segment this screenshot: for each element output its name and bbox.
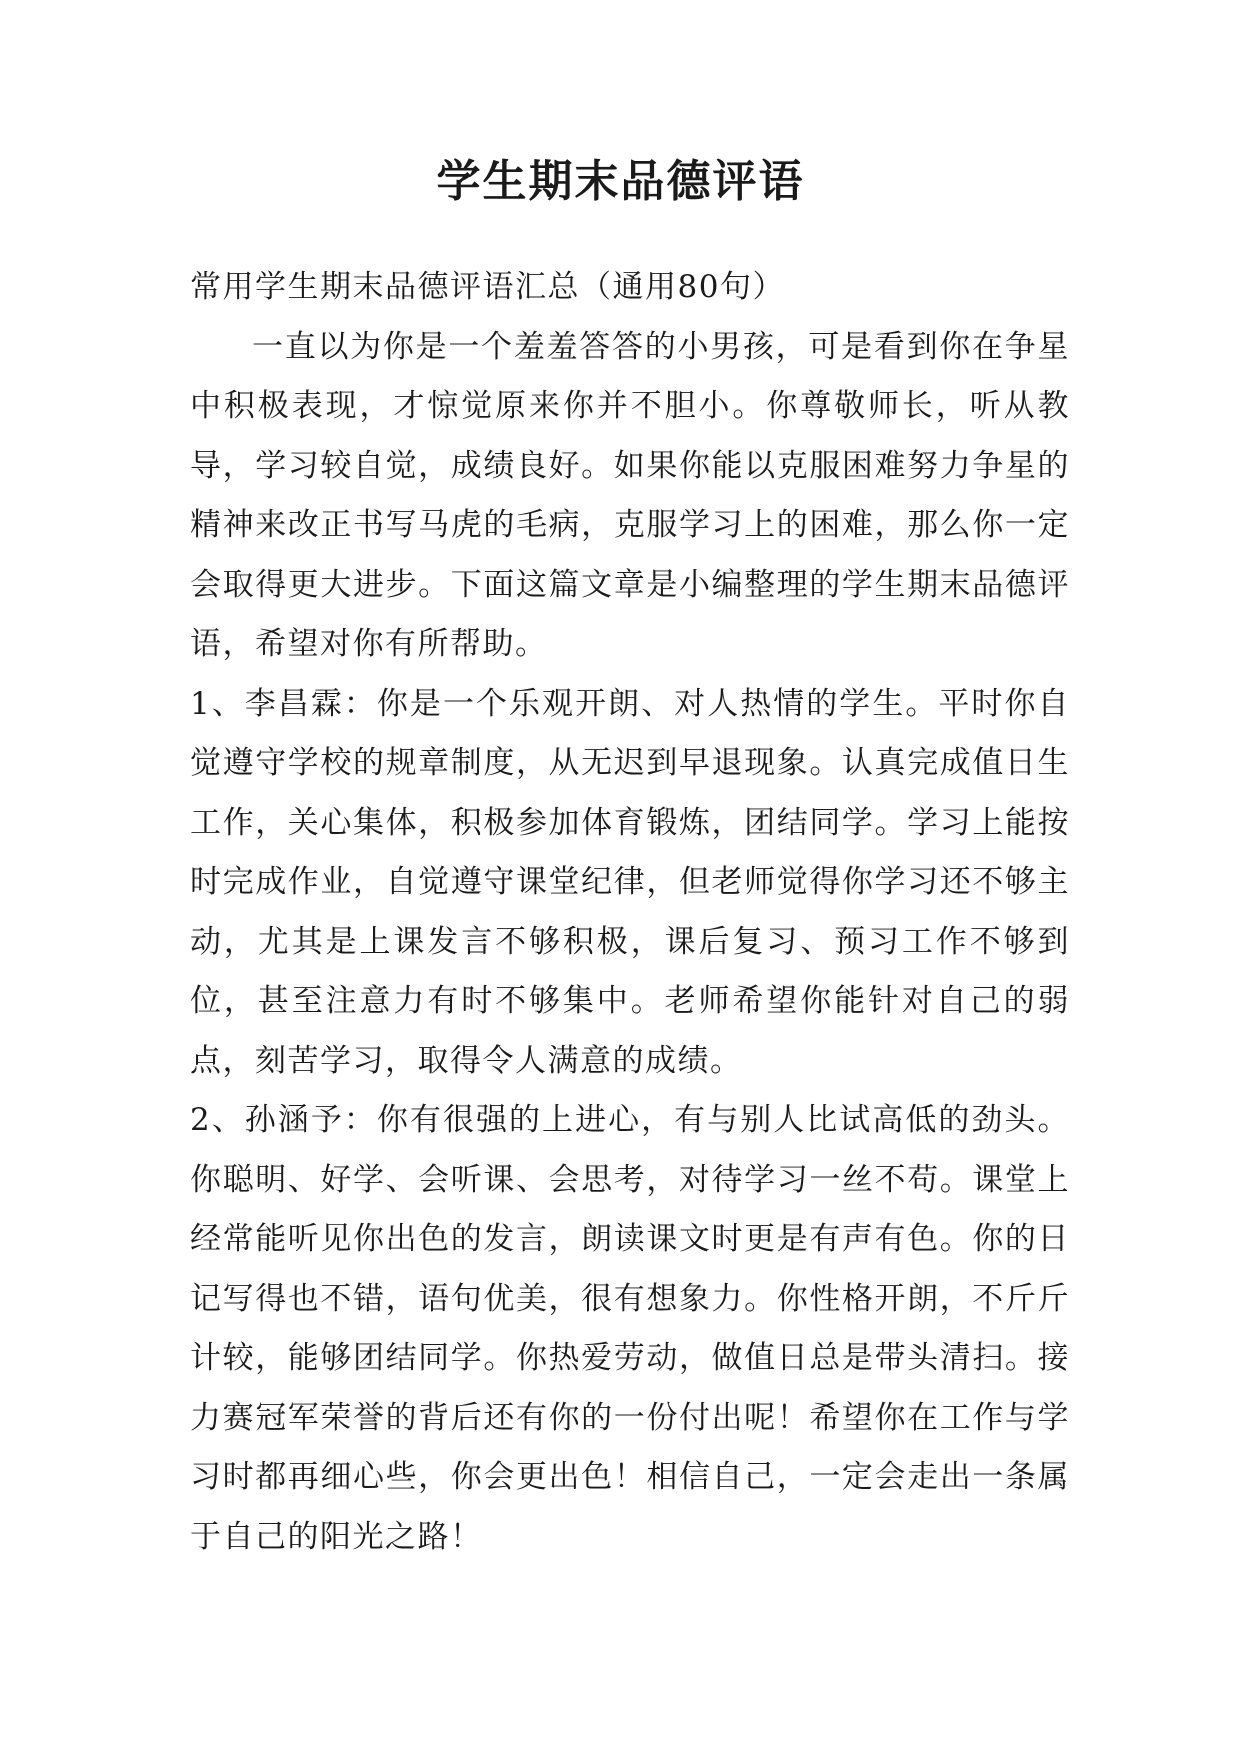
comment-paragraph-2: 2、孙涵予：你有很强的上进心，有与别人比试高低的劲头。你聪明、好学、会听课、会思考，对待学习一丝不苟。课堂上经常能听见你出色的发言，朗读课文时更是有声有色。你的日记写得也不错，语句优美，很有想象力。你性格开朗，不斤斤计较，能够团结同学。你热爱劳动，做值日总是带头清扫。接力赛冠军荣誉的背后还有你的一份付出呢！希望你在工作与学习时都再细心些，你会更出色！相信自己，一定会走出一条属于自己的阳光之路！ [190, 1102, 1070, 1555]
document-body [190, 258, 1070, 1567]
comment-paragraph-1: 1、李昌霖：你是一个乐观开朗、对人热情的学生。平时你自觉遵守学校的规章制度，从无迟到早退现象。认真完成值日生工作，关心集体，积极参加体育锻炼，团结同学。学习上能按时完成作业，自觉遵守课堂纪律，但老师觉得你学习还不够主动，尤其是上课发言不够积极，课后复习、预习工作不够到位，甚至注意力有时不够集中。老师希望你能针对自己的弱点，刻苦学习，取得令人满意的成绩。 [190, 685, 1070, 1079]
intro-paragraph: 一直以为你是一个羞羞答答的小男孩，可是看到你在争星中积极表现，才惊觉原来你并不胆小。你尊敬师长，听从教导，学习较自觉，成绩良好。如果你能以克服困难努力争星的精神来改正书写马虎的毛病，克服学习上的困难，那么你一定会取得更大进步。下面这篇文章是小编整理的学生期末品德评语，希望对你有所帮助。 [190, 328, 1070, 662]
document-title: 学生期末品德评语 [436, 156, 805, 207]
document-subtitle: 常用学生期末品德评语汇总（通用80句） [190, 269, 785, 305]
